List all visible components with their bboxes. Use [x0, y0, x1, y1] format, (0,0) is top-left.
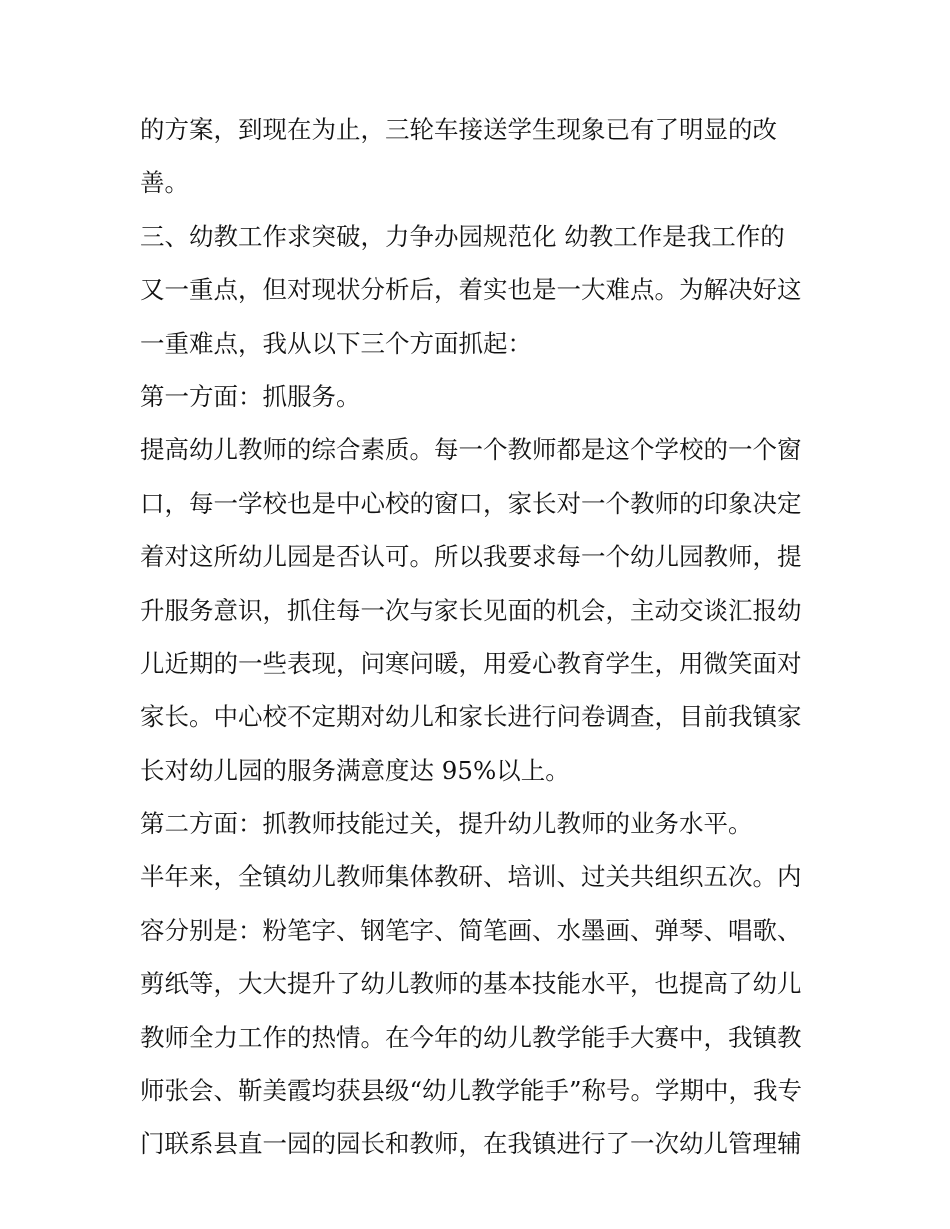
text-line: 门联系县直一园的园长和教师，在我镇进行了一次幼儿管理辅 [140, 1129, 802, 1159]
text-line: 善。 [140, 168, 189, 198]
text-line: 家长。中心校不定期对幼儿和家长进行问卷调查，目前我镇家 [140, 702, 802, 732]
text-line: 一重难点，我从以下三个方面抓起： [140, 328, 532, 358]
text-line: 儿近期的一些表现，问寒问暖，用爱心教育学生，用微笑面对 [140, 648, 802, 678]
text-line: 口，每一学校也是中心校的窗口，家长对一个教师的印象决定 [140, 488, 802, 518]
subheading-line: 第一方面：抓服务。 [140, 381, 361, 411]
text-line: 又一重点，但对现状分析后，着实也是一大难点。为解决好这 [140, 275, 802, 305]
text-line: 着对这所幼儿园是否认可。所以我要求每一个幼儿园教师，提 [140, 542, 802, 572]
text-line: 师张会、靳美霞均获县级“幼儿教学能手”称号。学期中，我专 [140, 1076, 803, 1106]
text-line: 剪纸等，大大提升了幼儿教师的基本技能水平，也提高了幼儿 [140, 969, 802, 999]
text-line: 容分别是：粉笔字、钢笔字、简笔画、水墨画、弹琴、唱歌、 [140, 915, 802, 945]
text-line: 半年来，全镇幼儿教师集体教研、培训、过关共组织五次。内 [140, 862, 802, 892]
text-line: 教师全力工作的热情。在今年的幼儿教学能手大赛中，我镇教 [140, 1022, 802, 1052]
text-line: 升服务意识，抓住每一次与家长见面的机会，主动交谈汇报幼 [140, 595, 802, 625]
document-body [140, 103, 815, 1171]
section-heading-line: 三、幼教工作求突破，力争办园规范化 幼教工作是我工作的 [140, 221, 785, 251]
subheading-line: 第二方面：抓教师技能过关，提升幼儿教师的业务水平。 [140, 809, 753, 839]
text-line: 长对幼儿园的服务满意度达 95%以上。 [140, 755, 570, 785]
text-line: 的方案，到现在为止，三轮车接送学生现象已有了明显的改 [140, 115, 777, 144]
text-line: 提高幼儿教师的综合素质。每一个教师都是这个学校的一个窗 [140, 435, 802, 465]
